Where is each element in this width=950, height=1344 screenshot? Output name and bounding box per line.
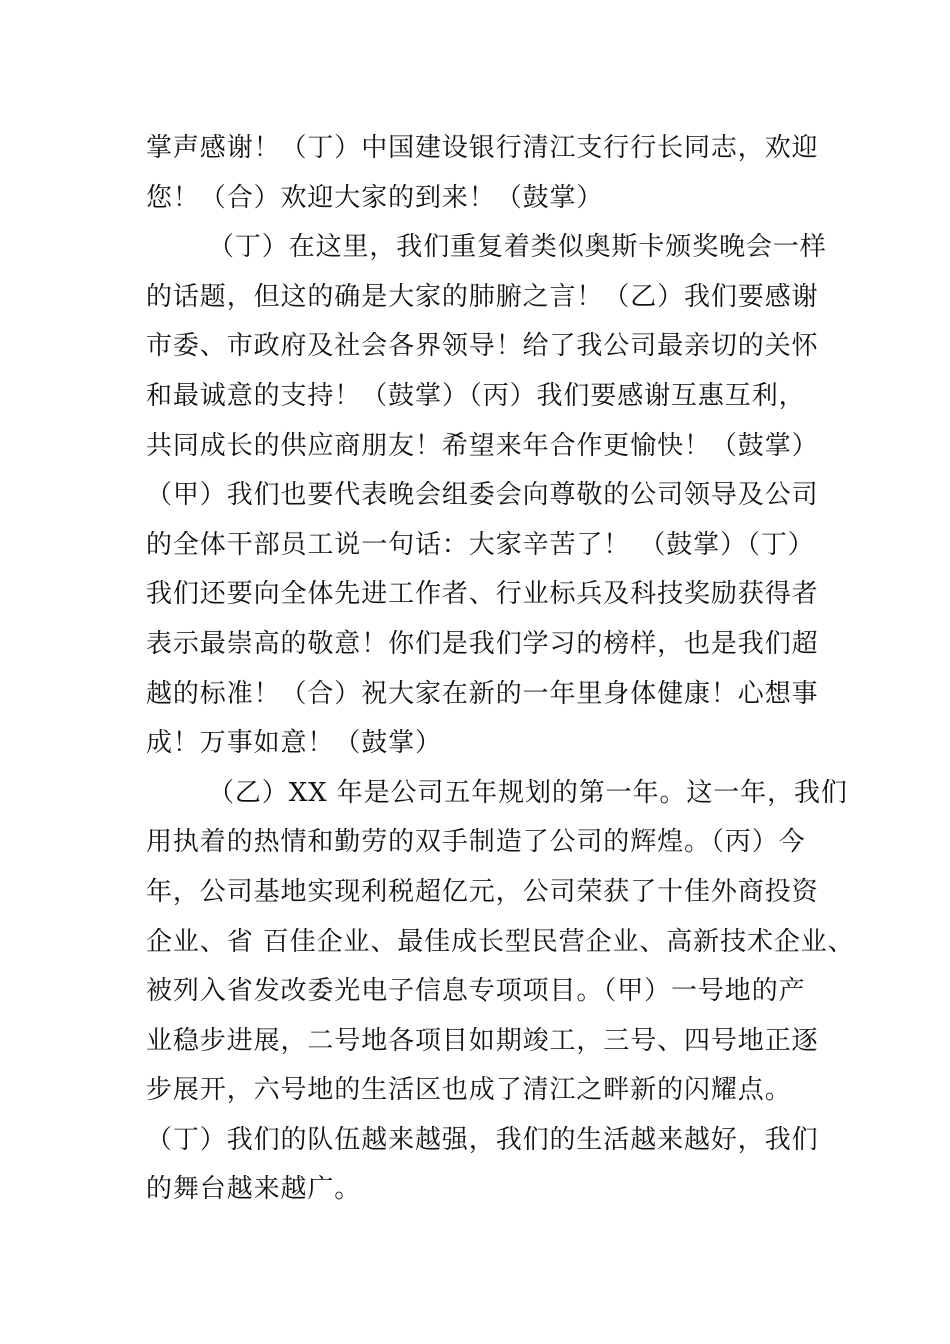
text-line-14: （乙）XX 年是公司五年规划的第一年。这一年，我们 bbox=[208, 777, 848, 808]
text-line-6: 和最诚意的支持！（鼓掌）（丙）我们要感谢互惠互利， bbox=[146, 380, 806, 411]
text-line-13: 成！万事如意！（鼓掌） bbox=[146, 728, 442, 759]
text-line-11: 表示最崇高的敬意！你们是我们学习的榜样，也是我们超 bbox=[146, 628, 819, 659]
text-line-4: 的话题，但这的确是大家的肺腑之言！（乙）我们要感谢 bbox=[146, 281, 819, 312]
text-line-2: 您！（合）欢迎大家的到来！（鼓掌） bbox=[146, 182, 604, 213]
text-line-21: （丁）我们的队伍越来越强，我们的生活越来越好，我们 bbox=[146, 1124, 819, 1155]
text-line-10: 我们还要向全体先进工作者、行业标兵及科技奖励获得者 bbox=[146, 579, 819, 610]
document-body bbox=[146, 124, 855, 1215]
text-line-20: 步展开，六号地的生活区也成了清江之畔新的闪耀点。 bbox=[146, 1075, 792, 1106]
text-line-3: （丁）在这里，我们重复着类似奥斯卡颁奖晚会一样 bbox=[208, 232, 827, 263]
text-line-7: 共同成长的供应商朋友！希望来年合作更愉快！（鼓掌） bbox=[146, 430, 819, 461]
text-line-9: 的全体干部员工说一句话：大家辛苦了！ （鼓掌）（丁） bbox=[146, 529, 815, 560]
text-line-22: 的舞台越来越广。 bbox=[146, 1174, 362, 1205]
text-line-17: 企业、省 百佳企业、最佳成长型民营企业、高新技术企业、 bbox=[146, 926, 855, 957]
text-line-5: 市委、市政府及社会各界领导！给了我公司最亲切的关怀 bbox=[146, 331, 819, 362]
text-line-18: 被列入省发改委光电子信息专项项目。（甲）一号地的产 bbox=[146, 976, 806, 1007]
text-line-12: 越的标准！（合）祝大家在新的一年里身体健康！心想事 bbox=[146, 678, 819, 709]
text-line-8: （甲）我们也要代表晚会组委会向尊敬的公司领导及公司 bbox=[146, 480, 819, 511]
text-line-15: 用执着的热情和勤劳的双手制造了公司的辉煌。（丙）今 bbox=[146, 827, 806, 858]
text-line-1: 掌声感谢！（丁）中国建设银行清江支行行长同志，欢迎 bbox=[146, 133, 819, 163]
text-line-19: 业稳步进展，二号地各项目如期竣工，三号、四号地正逐 bbox=[146, 1025, 819, 1056]
text-line-16: 年，公司基地实现利税超亿元，公司荣获了十佳外商投资 bbox=[146, 876, 819, 907]
